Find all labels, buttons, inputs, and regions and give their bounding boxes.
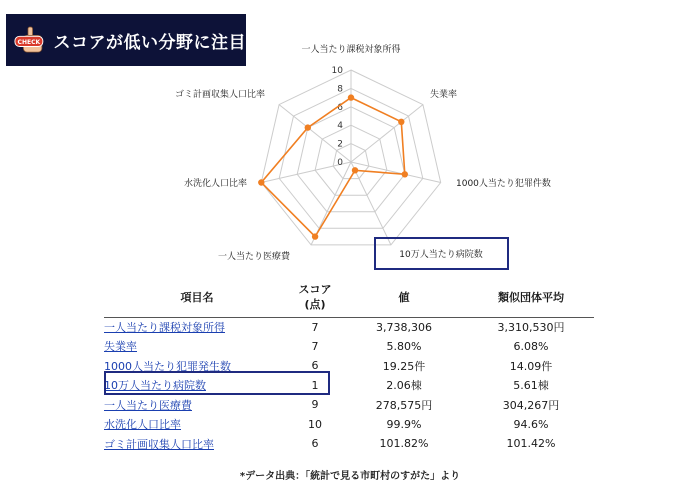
row-value: 99.9% (386, 417, 422, 431)
row-link-crime[interactable]: 1000人当たり犯罪発生数 (104, 359, 231, 373)
score-table (104, 280, 594, 454)
row-score: 6 (311, 437, 319, 451)
radar-axis-label: 10万人当たり病院数 (399, 250, 483, 260)
radar-axis-label: 1000人当たり犯罪件数 (456, 179, 551, 189)
header-score-line1: スコア (298, 283, 332, 297)
radar-data-point (305, 124, 311, 130)
row-score: 6 (311, 359, 319, 373)
header-average: 類似団体平均 (468, 280, 594, 317)
table-row (104, 395, 594, 415)
row-link-sewerage[interactable]: 水洗化人口比率 (104, 418, 181, 432)
row-link-unemployment[interactable]: 失業率 (104, 340, 137, 354)
header-item-name: 項目名 (104, 280, 290, 317)
row-average: 304,267円 (502, 398, 560, 412)
row-score: 7 (311, 339, 319, 353)
radar-tick-label: 8 (337, 84, 343, 95)
table-row (104, 356, 594, 376)
row-link-hospitals[interactable]: 10万人当たり病院数 (104, 379, 206, 393)
row-value: 101.82% (379, 437, 429, 451)
row-link-taxable-income[interactable]: 一人当たり課税対象所得 (104, 321, 225, 334)
row-value: 3,738,306 (376, 320, 432, 334)
table-row (104, 415, 594, 435)
row-average: 6.08% (513, 339, 549, 353)
radar-axis-label: 水洗化人口比率 (183, 179, 247, 189)
row-average: 3,310,530円 (497, 321, 565, 334)
radar-data-point (352, 167, 358, 173)
check-badge-text: CHECK (17, 39, 41, 47)
radar-tick-label: 2 (337, 139, 343, 150)
row-value: 19.25件 (382, 359, 426, 373)
radar-tick-label: 6 (337, 102, 343, 113)
radar-data-point (312, 233, 318, 239)
radar-spoke (351, 162, 391, 245)
radar-axis-label: 一人当たり課税対象所得 (301, 45, 401, 55)
row-value: 2.06棟 (386, 379, 422, 393)
row-value: 278,575円 (375, 398, 433, 412)
radar-data-point (398, 119, 404, 125)
table-row (104, 376, 594, 396)
row-score: 7 (311, 320, 319, 334)
row-value: 5.80% (386, 339, 422, 353)
radar-tick-label: 0 (337, 158, 343, 168)
radar-tick-label: 4 (337, 121, 343, 132)
banner-title: スコアが低い分野に注目 (53, 32, 246, 53)
row-average: 94.6% (513, 417, 549, 431)
radar-data-point (258, 179, 264, 185)
header-score-line2: (点) (304, 298, 326, 312)
table-row (104, 434, 594, 454)
radar-series-line (261, 98, 405, 237)
radar-axis-label: ゴミ計画収集人口比率 (174, 90, 265, 100)
row-link-garbage[interactable]: ゴミ計画収集人口比率 (104, 437, 214, 451)
radar-series (258, 94, 408, 239)
radar-tick-labels (332, 66, 344, 168)
table-header-row (104, 280, 594, 317)
row-average: 101.42% (506, 437, 556, 451)
row-average: 14.09件 (509, 359, 553, 373)
radar-axis-label: 失業率 (430, 90, 458, 100)
table-row (104, 337, 594, 357)
header-score (290, 280, 340, 317)
radar-data-point (348, 94, 354, 100)
source-note: *データ出典：「統計で見る市町村のすがた」より (239, 471, 461, 482)
row-average: 5.61棟 (513, 379, 549, 393)
row-score: 10 (308, 417, 322, 431)
radar-tick-label: 10 (331, 66, 343, 76)
row-score: 1 (311, 378, 319, 392)
row-link-medical-cost[interactable]: 一人当たり医療費 (104, 398, 192, 412)
table-row (104, 317, 594, 337)
row-score: 9 (311, 398, 319, 412)
radar-data-point (402, 171, 408, 177)
header-value: 値 (340, 280, 468, 317)
radar-axis-label: 一人当たり医療費 (217, 252, 290, 262)
